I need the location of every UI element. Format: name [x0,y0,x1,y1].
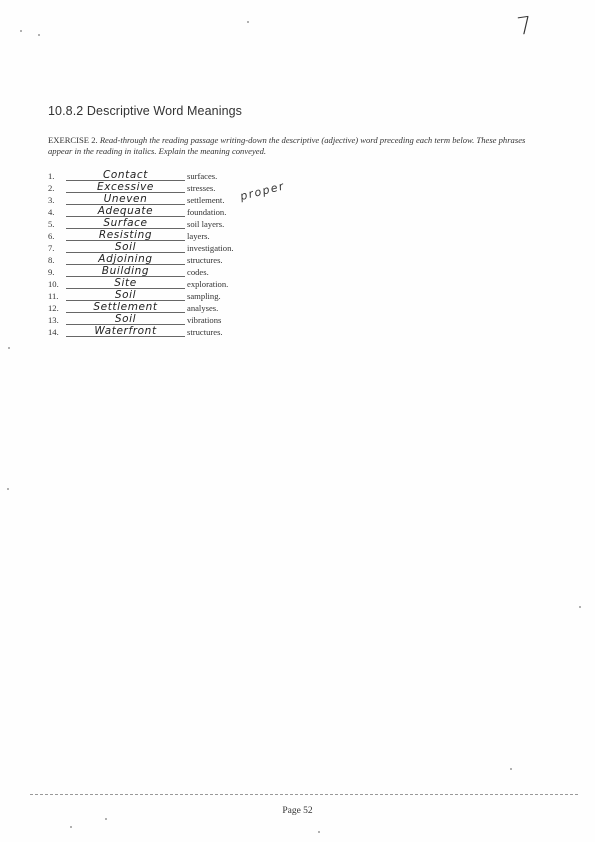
item-number: 4. [48,207,55,217]
list-item [48,289,308,301]
item-number: 11. [48,291,59,301]
answer-blank[interactable] [66,169,185,181]
scan-speck [318,831,320,833]
item-number: 8. [48,255,55,265]
answer-blank[interactable] [66,241,185,253]
answer-blank[interactable] [66,301,185,313]
answer-blank[interactable] [66,181,185,193]
item-number: 9. [48,267,55,277]
handwritten-answer: Site [114,277,137,289]
handwritten-answer: Contact [102,169,149,181]
item-number: 3. [48,195,55,205]
answer-blank[interactable] [66,325,185,337]
item-number: 13. [48,315,59,325]
list-item [48,265,308,277]
item-number: 14. [48,327,59,337]
exercise-instructions [48,135,548,157]
handwritten-answer: Adequate [97,205,154,217]
handwritten-answer: Resisting [98,229,153,241]
item-term: sampling. [187,291,221,301]
item-term: vibrations [187,315,222,325]
item-number: 7. [48,243,55,253]
handwritten-answer: Soil [114,313,137,325]
scan-speck [510,768,512,770]
handwritten-answer: Building [101,265,150,277]
item-number: 2. [48,183,55,193]
handwritten-answer: Adjoining [98,253,153,265]
scan-speck [38,34,40,36]
handwritten-answer: Waterfront [94,325,157,337]
list-item [48,313,308,325]
answer-blank[interactable] [66,253,185,265]
item-term: analyses. [187,303,219,313]
answer-blank[interactable] [66,217,185,229]
footer-divider [30,794,578,795]
item-term: structures. [187,255,223,265]
answer-blank[interactable] [66,193,185,205]
answer-blank[interactable] [66,313,185,325]
list-item [48,253,308,265]
list-item [48,229,308,241]
scan-speck [7,488,9,490]
handwritten-answer: Soil [114,241,137,253]
list-item [48,169,308,181]
item-term: exploration. [187,279,229,289]
item-number: 12. [48,303,59,313]
scan-speck [579,606,581,608]
answer-blank[interactable] [66,289,185,301]
handwritten-answer: Settlement [93,301,158,313]
scan-speck [247,21,249,23]
item-term: foundation. [187,207,227,217]
handwritten-page-mark: 7 [515,11,535,41]
item-term: layers. [187,231,210,241]
item-term: settlement. [187,195,225,205]
handwritten-answer: Soil [114,289,137,301]
item-number: 1. [48,171,55,181]
item-term: investigation. [187,243,234,253]
handwritten-margin-note: proper [238,179,287,203]
list-item [48,217,308,229]
item-term: stresses. [187,183,216,193]
handwritten-answer: Excessive [96,181,154,193]
list-item [48,241,308,253]
list-item [48,325,308,337]
item-term: soil layers. [187,219,225,229]
handwritten-answer: Surface [103,217,148,229]
scan-speck [8,347,10,349]
answer-blank[interactable] [66,205,185,217]
exercise-label: EXERCISE 2. [48,135,98,145]
item-term: surfaces. [187,171,218,181]
list-item [48,205,308,217]
item-number: 5. [48,219,55,229]
section-title: 10.8.2 Descriptive Word Meanings [48,104,243,118]
answer-blank[interactable] [66,277,185,289]
list-item [48,277,308,289]
scan-speck [70,826,72,828]
item-number: 10. [48,279,59,289]
handwritten-answer: Uneven [103,193,148,205]
answer-blank[interactable] [66,265,185,277]
list-item [48,301,308,313]
page-number: Page 52 [282,806,313,816]
item-term: structures. [187,327,223,337]
exercise-instruction-text: Read-through the reading passage writing-down the descriptive (adjective) word preceding each term below. These phrases appear in the reading in italics. Explain the meaning conveyed. [48,135,526,156]
item-number: 6. [48,231,55,241]
scan-speck [105,818,107,820]
item-term: codes. [187,267,209,277]
scan-speck [20,30,22,32]
answer-blank[interactable] [66,229,185,241]
